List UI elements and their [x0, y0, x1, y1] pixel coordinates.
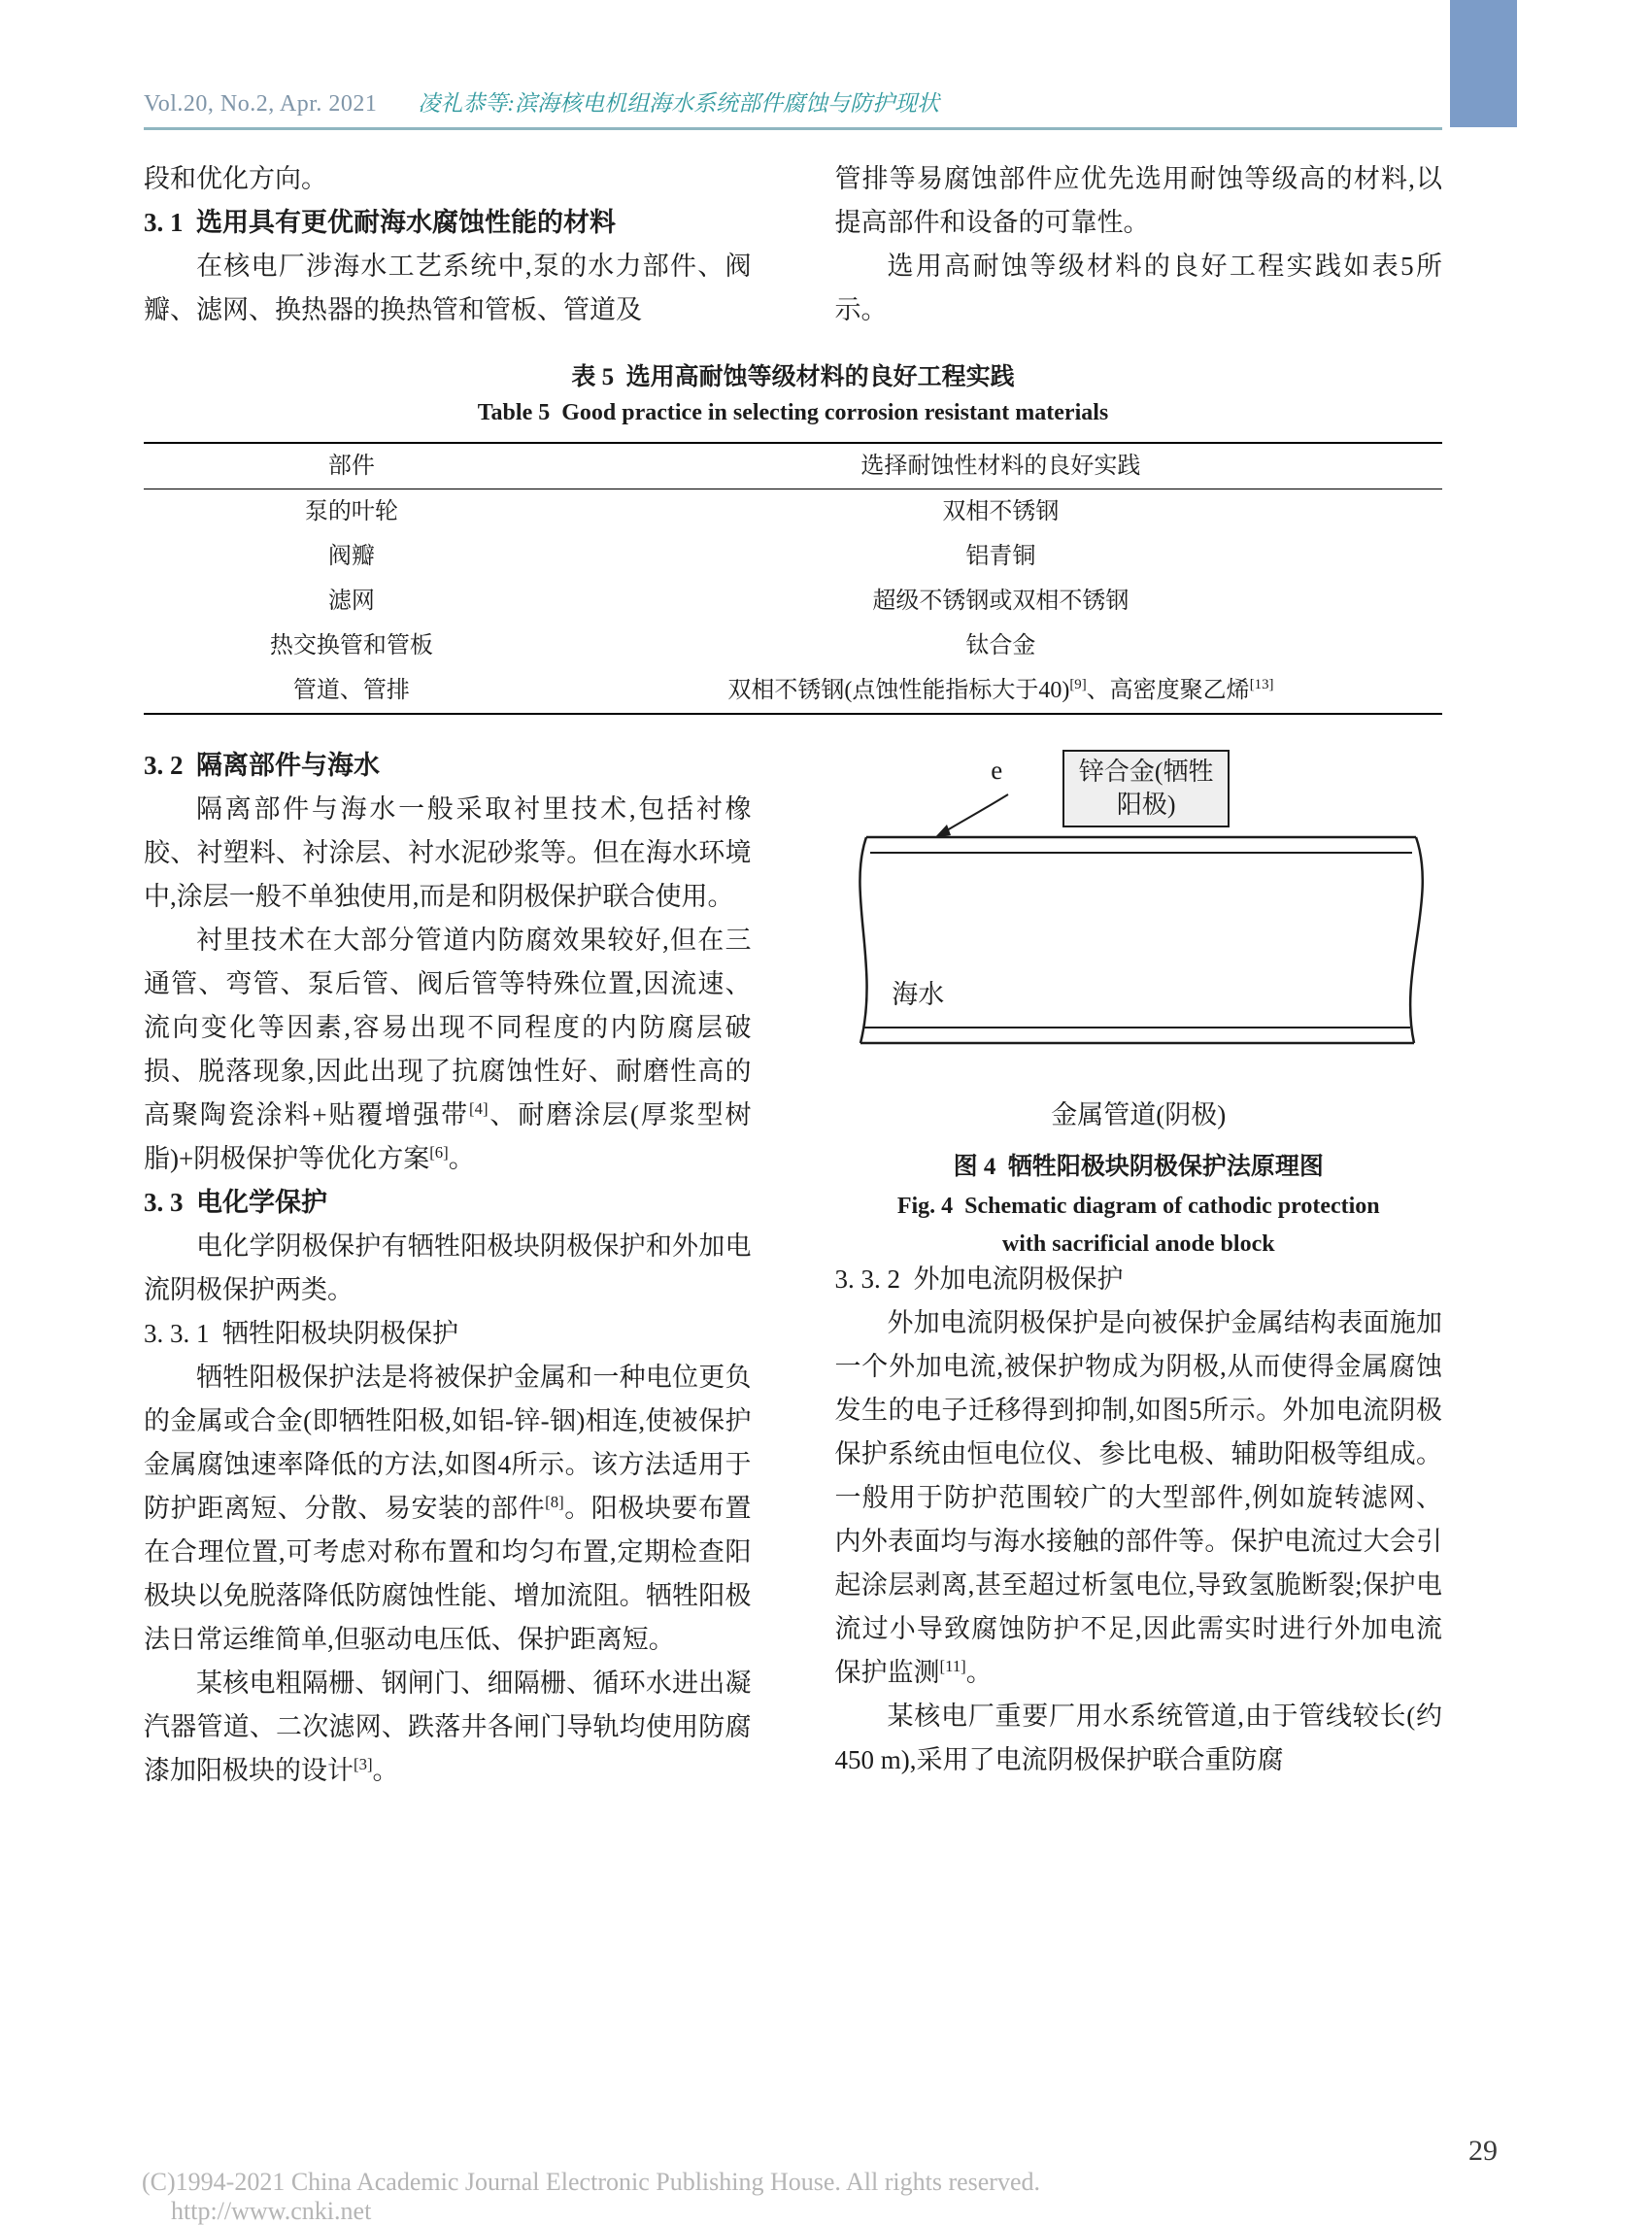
table-5-grid: [144, 442, 1442, 715]
figure-4: [835, 748, 1443, 1258]
paragraph-3-2-b: 衬里技术在大部分管道内防腐效果较好,但在三通管、弯管、泵后管、阀后管等特殊位置,因流速、流向变化等因素,容易出现不同程度的内防腐层破损、脱落现象,因此出现了抗腐蚀性好、耐磨性高的高聚陶瓷涂料+贴覆增强带[4]、耐磨涂层(厚浆型树脂)+阴极保护等优化方案[6]。: [144, 926, 752, 1173]
paragraph-3-3-2-b: 某核电厂重要厂用水系统管道,由于管线较长(约450 m),采用了电流阴极保护联合重防腐: [834, 1702, 1442, 1774]
paragraph-3-2-a: 隔离部件与海水一般采取衬里技术,包括衬橡胶、衬塑料、衬涂层、衬水泥砂浆等。但在海水环境中,涂层一般不单独使用,而是和阴极保护联合使用。: [144, 794, 752, 911]
pipe-cathode-label: 金属管道(阴极): [1051, 1100, 1227, 1129]
table-row: [144, 534, 1442, 579]
section-heading-3-1: 3. 1 选用具有更优耐海水腐蚀性能的材料: [144, 208, 616, 237]
sacrificial-anode-block: 锌合金(牺牲阳极): [1062, 750, 1230, 827]
main-left-column: [144, 744, 752, 1793]
table-cell: 铝青铜: [965, 544, 1036, 569]
figure-4-caption: [835, 1147, 1443, 1258]
figure-caption-en-line1: Fig. 4 Schematic diagram of cathodic protection: [896, 1194, 1380, 1219]
paragraph-3-1: 在核电厂涉海水工艺系统中,泵的水力部件、阀瓣、滤网、换热器的换热管和管板、管道及: [144, 252, 752, 324]
table-row: [144, 489, 1442, 535]
running-title: 凌礼恭等:滨海核电机组海水系统部件腐蚀与防护现状: [418, 91, 940, 116]
table-row: [144, 579, 1442, 624]
paragraph-3-1-continued: 管排等易腐蚀部件应优先选用耐蚀等级高的材料,以提高部件和设备的可靠性。: [834, 164, 1442, 237]
paragraph-table-reference: 选用高耐蚀等级材料的良好工程实践如表5所示。: [834, 252, 1442, 324]
table-cell: 泵的叶轮: [304, 499, 398, 524]
section-heading-3-2: 3. 2 隔离部件与海水: [144, 751, 380, 780]
corner-accent-bar: [1450, 0, 1517, 127]
intro-section: [144, 157, 1442, 332]
table-cell: 双相不锈钢: [942, 499, 1060, 524]
footer-url: http://www.cnki.net: [171, 2197, 372, 2225]
page-footer: [117, 2139, 1040, 2225]
page-number: 29: [1468, 2135, 1498, 2167]
electron-label: e: [991, 756, 1003, 785]
table-cell: 双相不锈钢(点蚀性能指标大于40)[9]、高密度聚乙烯[13]: [727, 677, 1274, 703]
table-header-practice: 选择耐蚀性材料的良好实践: [559, 443, 1442, 489]
seawater-label: 海水: [892, 980, 945, 1009]
table-row: [144, 668, 1442, 714]
volume-info: Vol.20, No.2, Apr. 2021: [144, 91, 378, 117]
figure-caption-cn: 图 4 牺牲阳极块阴极保护法原理图: [953, 1154, 1324, 1180]
section-heading-3-3-2: 3. 3. 2 外加电流阴极保护: [834, 1264, 1124, 1294]
figure-4-canvas: [837, 748, 1439, 1088]
table-header-row: [144, 443, 1442, 489]
table-cell: 超级不锈钢或双相不锈钢: [872, 589, 1129, 614]
paragraph-3-3-2-a: 外加电流阴极保护是向被保护金属结构表面施加一个外加电流,被保护物成为阴极,从而使得金属腐蚀发生的电子迁移得到抑制,如图5所示。外加电流阴极保护系统由恒电位仪、参比电极、辅助阳极等组成。一般用于防护范围较广的大型部件,例如旋转滤网、内外表面均与海水接触的部件等。保护电流过大会引起涂层剥离,甚至超过析氢电位,导致氢脆断裂;保护电流过小导致腐蚀防护不足,因此需实时进行外加电流保护监测[11]。: [834, 1308, 1442, 1687]
intro-right-column: [835, 157, 1443, 332]
table-cell: 管道、管排: [292, 678, 410, 703]
table-title-en: Table 5 Good practice in selecting corrosion resistant materials: [477, 400, 1109, 425]
table-header-part: 部件: [144, 443, 559, 489]
table-row: [144, 624, 1442, 668]
main-right-column: [835, 744, 1443, 1793]
paragraph-3-3-1-b: 某核电粗隔栅、钢闸门、细隔栅、循环水进出凝汽器管道、二次滤网、跌落井各闸门导轨均使用防腐漆加阳极块的设计[3]。: [144, 1669, 752, 1785]
table-cell: 钛合金: [965, 633, 1036, 658]
paragraph-3-3: 电化学阴极保护有牺牲阳极块阴极保护和外加电流阴极保护两类。: [144, 1231, 752, 1304]
footer-copyright: (C)1994-2021 China Academic Journal Electronic Publishing House. All rights reserved.: [142, 2168, 1040, 2196]
section-heading-3-3: 3. 3 电化学保护: [144, 1188, 327, 1217]
section-heading-3-3-1: 3. 3. 1 牺牲阳极块阴极保护: [144, 1319, 458, 1348]
intro-left-column: [144, 157, 752, 332]
paragraph-continuation: 段和优化方向。: [144, 164, 327, 193]
table-5: [144, 357, 1442, 715]
paragraph-3-3-1-a: 牺牲阳极保护法是将被保护金属和一种电位更负的金属或合金(即牺牲阳极,如铝-锌-铟)相连,使被保护金属腐蚀速率降低的方法,如图4所示。该方法适用于防护距离短、分散、易安装的部件[8]。阳极块要布置在合理位置,可考虑对称布置和均匀布置,定期检查阳极块以免脱落降低防腐蚀性能、增加流阻。牺牲阳极法日常运维简单,但驱动电压低、保护距离短。: [144, 1363, 752, 1654]
page-header: [144, 0, 1442, 118]
table-cell: 滤网: [327, 589, 375, 614]
main-section: [144, 744, 1442, 1793]
table-title-cn: 表 5 选用高耐蚀等级材料的良好工程实践: [571, 364, 1015, 390]
page-content: [144, 0, 1442, 1793]
header-rule: [144, 127, 1442, 130]
figure-caption-en-line2: with sacrificial anode block: [1001, 1231, 1275, 1257]
table-cell: 热交换管和管板: [269, 633, 433, 658]
table-cell: 阀瓣: [327, 544, 375, 569]
